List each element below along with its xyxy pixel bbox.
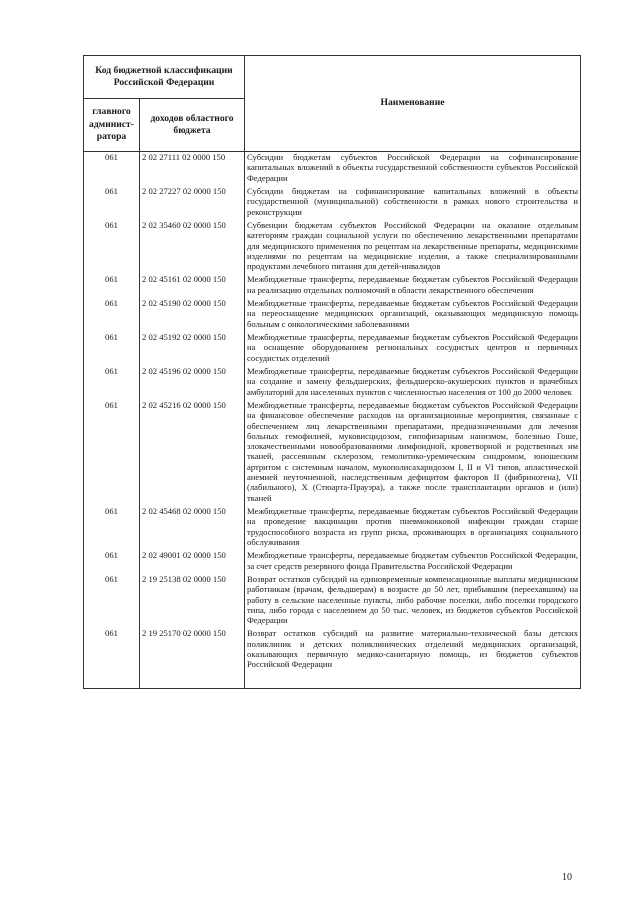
admin-code-cell: 061 (84, 550, 140, 574)
admin-code-cell: 061 (84, 506, 140, 550)
table-row (84, 574, 581, 629)
admin-code-cell: 061 (84, 152, 140, 186)
name-cell: Межбюджетные трансферты, передаваемые бюджетам субъектов Российской Федерации на проведение вакцинации против пневмококковой инфекции граждан старше трудоспособного возраста из групп риска, проживающих в организациях социального обслуживания (245, 506, 581, 550)
admin-code-cell: 061 (84, 274, 140, 298)
table-row (84, 220, 581, 275)
name-cell: Субвенции бюджетам субъектов Российской Федерации на оказание отдельным категориям граждан социальной услуги по обеспечению лекарственными препаратами для медицинского применения по рецептам на лекарственные препараты, медицинскими изделиями по рецептам на медицинские изделия, а также специализированными продуктами лечебного питания для детей-инвалидов (245, 220, 581, 275)
income-code-cell: 2 02 45192 02 0000 150 (140, 332, 245, 366)
table-row (84, 628, 581, 688)
table-row (84, 186, 581, 220)
budget-classification-table (83, 55, 581, 689)
header-budget-code-group: Код бюджетной классификации Российской Федерации (84, 56, 245, 99)
admin-code-cell: 061 (84, 400, 140, 506)
name-cell: Межбюджетные трансферты, передаваемые бюджетам субъектов Российской Федерации, за счет средств резервного фонда Правительства Российской Федерации (245, 550, 581, 574)
name-cell: Межбюджетные трансферты, передаваемые бюджетам субъектов Российской Федерации на оснащение оборудованием региональных сосудистых центров и первичных сосудистых отделений (245, 332, 581, 366)
name-cell: Межбюджетные трансферты, передаваемые бюджетам субъектов Российской Федерации на переоснащение медицинских организаций, оказывающих медицинскую помощь больным с онкологическими заболеваниями (245, 298, 581, 332)
table-row (84, 366, 581, 400)
admin-code-cell: 061 (84, 298, 140, 332)
admin-code-cell: 061 (84, 332, 140, 366)
name-cell: Субсидии бюджетам субъектов Российской Федерации на софинансирование капитальных вложений в объекты государственной собственности субъектов Российской Федерации (245, 152, 581, 186)
income-code-cell: 2 02 45190 02 0000 150 (140, 298, 245, 332)
table-row (84, 298, 581, 332)
income-code-cell: 2 02 27227 02 0000 150 (140, 186, 245, 220)
table-row (84, 152, 581, 186)
income-code-cell: 2 02 45216 02 0000 150 (140, 400, 245, 506)
page-number: 10 (562, 872, 572, 883)
income-code-cell: 2 02 45468 02 0000 150 (140, 506, 245, 550)
table-row (84, 550, 581, 574)
income-code-cell: 2 02 45161 02 0000 150 (140, 274, 245, 298)
table-row (84, 400, 581, 506)
admin-code-cell: 061 (84, 628, 140, 688)
admin-code-cell: 061 (84, 366, 140, 400)
income-code-cell: 2 02 45196 02 0000 150 (140, 366, 245, 400)
table-row (84, 332, 581, 366)
header-admin: главного админист-ратора (84, 99, 140, 152)
income-code-cell: 2 02 27111 02 0000 150 (140, 152, 245, 186)
table-body (84, 152, 581, 689)
admin-code-cell: 061 (84, 574, 140, 629)
income-code-cell: 2 02 35460 02 0000 150 (140, 220, 245, 275)
name-cell: Возврат остатков субсидий на развитие материально-технической базы детских поликлиник и детских поликлинических отделений медицинских организаций, оказывающих первичную медико-санитарную помощь, из бюджетов субъектов Российской Федерации (245, 628, 581, 688)
income-code-cell: 2 02 49001 02 0000 150 (140, 550, 245, 574)
name-cell: Межбюджетные трансферты, передаваемые бюджетам субъектов Российской Федерации на реализацию отдельных полномочий в области лекарственного обеспечения (245, 274, 581, 298)
name-cell: Субсидии бюджетам на софинансирование капитальных вложений в объекты государственной (муниципальной) собственности в рамках нового строительства и реконструкции (245, 186, 581, 220)
table-row (84, 274, 581, 298)
name-cell: Межбюджетные трансферты, передаваемые бюджетам субъектов Российской Федерации на создание и замену фельдшерских, фельдшерско-акушерских пунктов и врачебных амбулаторий для населенных пунктов с численностью населения от 100 до 2000 человек (245, 366, 581, 400)
admin-code-cell: 061 (84, 220, 140, 275)
header-name: Наименование (245, 56, 581, 152)
admin-code-cell: 061 (84, 186, 140, 220)
name-cell: Возврат остатков субсидий на единовременные компенсационные выплаты медицинским работникам (врачам, фельдшерам) в возрасте до 50 лет, прибывшим (переехавшим) на работу в сельские населенные пункты, либо рабочие поселки, либо поселки городского типа, либо города с населением до 50 тыс. человек, из бюджетов субъектов Российской Федерации (245, 574, 581, 629)
income-code-cell: 2 19 25138 02 0000 150 (140, 574, 245, 629)
name-cell: Межбюджетные трансферты, передаваемые бюджетам субъектов Российской Федерации на финансовое обеспечение расходов на организационные мероприятия, связанные с обеспечением лиц лекарственными препаратами, предназначенными для лечения больных гемофилией, муковисцидозом, гипофизарным нанизмом, болезнью Гоше, злокачественными новообразованиями лимфоидной, кроветворной и родственных им тканей, рассеянным склерозом, гемолитико-уремическим синдромом, юношеским артритом с системным началом, мукополисахаридозом I, II и VI типов, апластической анемией неуточненной, наследственным дефицитом факторов II (фибриногена), VII (лабильного), X (Стюарта-Прауэра), а также после трансплантации органов и (или) тканей (245, 400, 581, 506)
income-code-cell: 2 19 25170 02 0000 150 (140, 628, 245, 688)
table-row (84, 506, 581, 550)
header-income: доходов областного бюджета (140, 99, 245, 152)
